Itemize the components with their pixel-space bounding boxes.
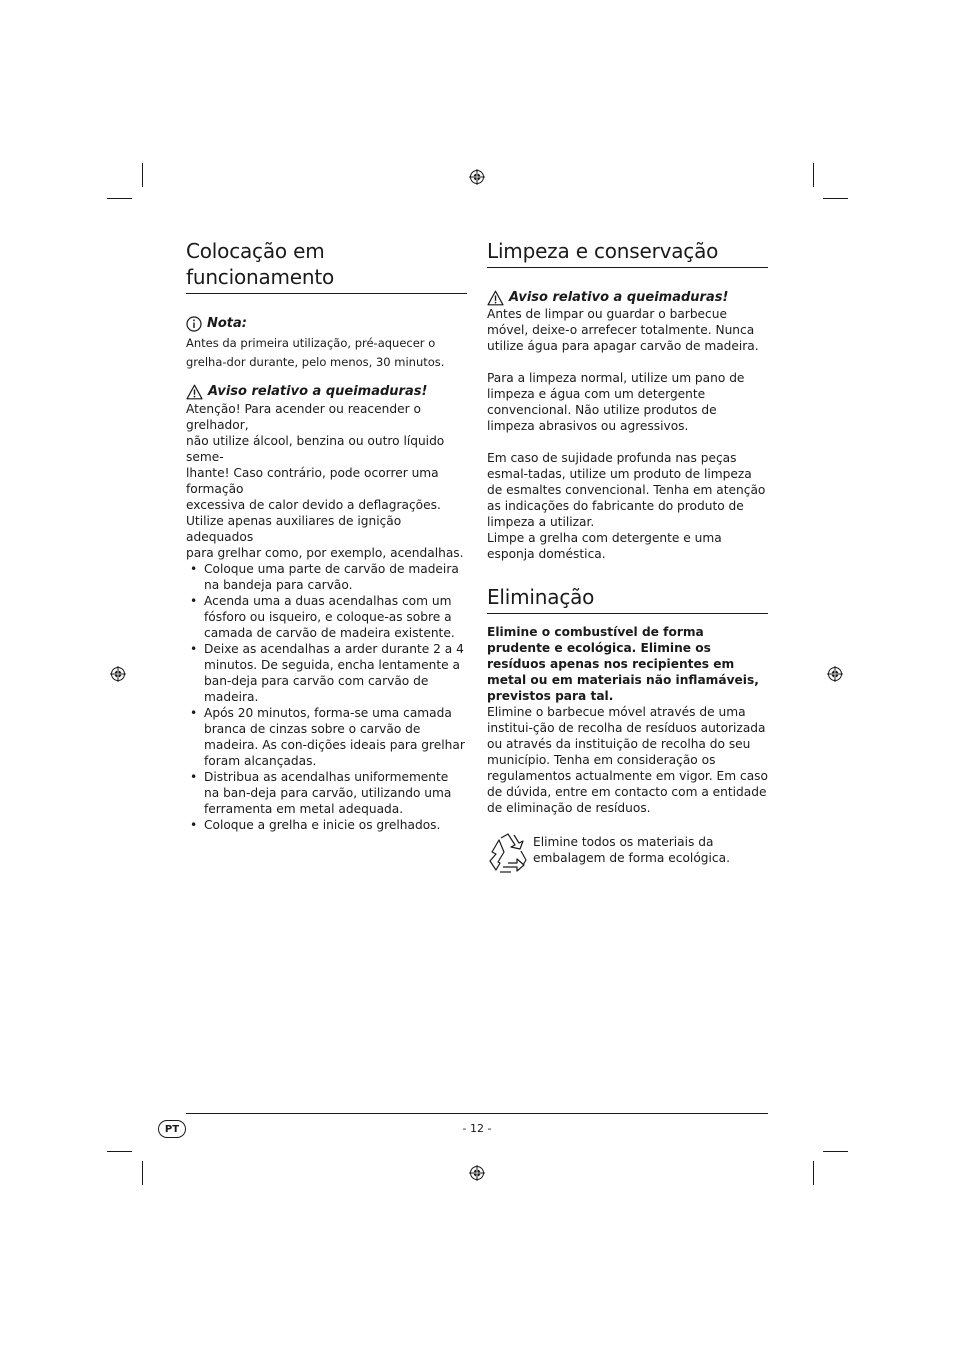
warning-line: excessiva de calor devido a deflagrações.	[186, 498, 441, 512]
note-heading	[186, 316, 467, 332]
registration-mark-icon	[110, 666, 126, 682]
disposal-bold-text: Elimine o combustível de forma prudente e ecológica. Elimine os resíduos apenas nos recipientes em metal ou em materiais não inflamáveis, previstos para tal.	[487, 625, 759, 703]
recycle-note	[487, 832, 768, 874]
warning-line: lhante! Caso contrário, pode ocorrer uma formação	[186, 466, 439, 496]
warning-label: Aviso relativo a queimaduras!	[509, 290, 729, 305]
list-item: • Acenda uma a duas acendalhas com um fósforo ou isqueiro, e coloque-as sobre a camada de carvão de madeira existente.	[186, 593, 467, 641]
list-item: • Coloque a grelha e inicie os grelhados.	[186, 817, 467, 833]
list-item: • Coloque uma parte de carvão de madeira na bandeja para carvão.	[186, 561, 467, 593]
warning-label: Aviso relativo a queimaduras!	[208, 384, 428, 399]
cleaning-warning-text: Antes de limpar ou guardar o barbecue móvel, deixe-o arrefecer totalmente. Nunca utilize água para apagar carvão de madeira.	[487, 307, 759, 353]
registration-mark-icon	[469, 169, 485, 185]
warning-line: não utilize álcool, benzina ou outro líquido seme-	[186, 434, 445, 464]
right-column	[487, 238, 768, 874]
warning-icon	[186, 384, 203, 400]
crop-mark	[107, 1151, 132, 1152]
setup-steps-list	[186, 561, 467, 833]
list-item: • Distribua as acendalhas uniformemente na ban-deja para carvão, utilizando uma ferramenta em metal adequada.	[186, 769, 467, 817]
warning-line: Utilize apenas auxiliares de ignição adequados	[186, 514, 402, 544]
note-text: Antes da primeira utilização, pré-aquecer o grelha-dor durante, pelo menos, 30 minutos.	[186, 336, 445, 369]
burn-warning-heading	[186, 384, 467, 400]
footer-rule	[186, 1113, 768, 1114]
cleaning-paragraph: Limpe a grelha com detergente e uma esponja doméstica.	[487, 531, 722, 561]
crop-mark	[823, 1151, 848, 1152]
cleaning-paragraph: Em caso de sujidade profunda nas peças esmal-tadas, utilize um produto de limpeza de esmaltes convencional. Tenha em atenção as indicações do fabricante do produto de limpeza a utilizar.	[487, 451, 766, 529]
info-icon	[186, 316, 202, 332]
warning-icon	[487, 290, 504, 306]
crop-mark	[142, 163, 143, 187]
burn-warning-heading	[487, 290, 768, 306]
recycle-icon	[487, 832, 529, 874]
left-column	[186, 238, 467, 833]
warning-line: Atenção! Para acender ou reacender o grelhador,	[186, 402, 421, 432]
crop-mark	[813, 1161, 814, 1185]
list-item: • Deixe as acendalhas a arder durante 2 a 4 minutos. De seguida, encha lentamente a ban-deja para carvão com carvão de madeira.	[186, 641, 467, 705]
language-badge: PT	[158, 1120, 186, 1138]
crop-mark	[142, 1161, 143, 1185]
list-item: • Após 20 minutos, forma-se uma camada branca de cinzas sobre o carvão de madeira. As con-dições ideais para grelhar foram alcançadas.	[186, 705, 467, 769]
recycle-text: Elimine todos os materiais da embalagem de forma ecológica.	[533, 835, 730, 865]
section-title-disposal: Eliminação	[487, 584, 768, 614]
registration-mark-icon	[827, 666, 843, 682]
note-label: Nota:	[207, 316, 247, 331]
section-title-cleaning: Limpeza e conservação	[487, 238, 768, 268]
disposal-text: Elimine o barbecue móvel através de uma institui-ção de recolha de resíduos autorizada ou através da instituição de recolha do seu município. Tenha em consideração os regulamentos actualmente em vigor. Em caso de dúvida, entre em contacto com a entidade de eliminação de resíduos.	[487, 705, 768, 815]
warning-line: para grelhar como, por exemplo, acendalhas.	[186, 546, 464, 560]
page-number: - 12 -	[462, 1122, 492, 1135]
crop-mark	[107, 198, 132, 199]
registration-mark-icon	[469, 1165, 485, 1181]
crop-mark	[813, 163, 814, 187]
crop-mark	[823, 198, 848, 199]
cleaning-paragraph: Para a limpeza normal, utilize um pano de limpeza e água com um detergente convencional. Não utilize produtos de limpeza abrasivos ou agressivos.	[487, 371, 745, 433]
section-title-setup: Colocação em funcionamento	[186, 238, 467, 294]
